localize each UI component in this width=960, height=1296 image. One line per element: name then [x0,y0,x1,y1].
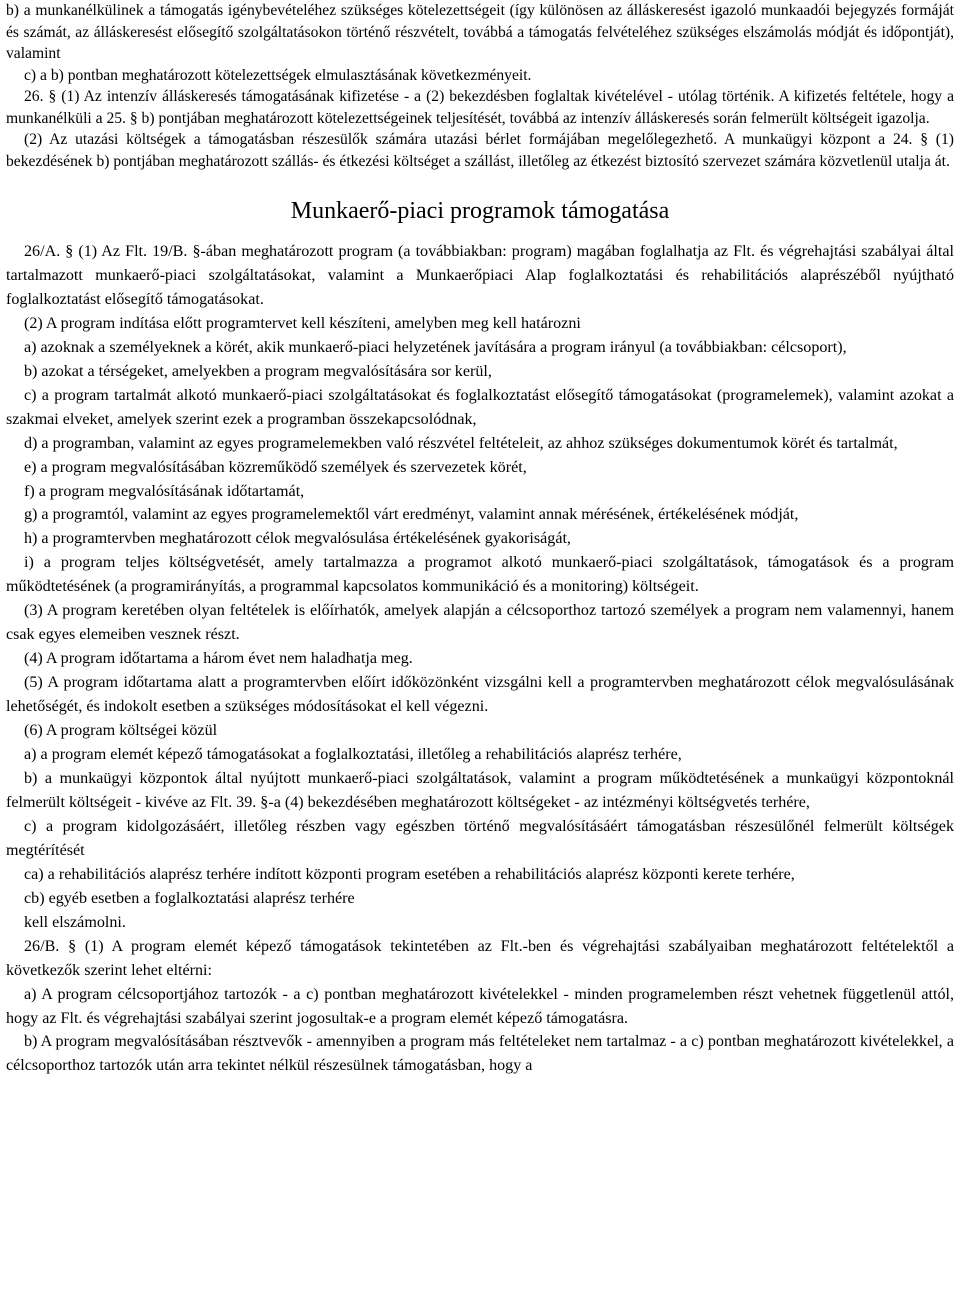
paragraph: (3) A program keretében olyan feltételek is előírhatók, amelyek alapján a célcsoporthoz tartozó személyek a program nem valamennyi, hanem csak egyes elemeiben vesznek részt. [6,602,954,644]
paragraph: (4) A program időtartama a három évet nem haladhatja meg. [24,650,413,668]
paragraph: (5) A program időtartama alatt a programtervben előírt időközönként vizsgálni kell a programtervben meghatározott célok megvalósulásának lehetőségét, és indokolt esetben a szükséges módosításokat el kell végezni. [6,674,954,716]
paragraph: 26/B. § (1) A program elemét képező támogatások tekintetében az Flt.-ben és végrehajtási szabályaiban meghatározott feltételektől a következők szerint lehet eltérni: [6,937,954,979]
paragraph: i) a program teljes költségvetését, amely tartalmazza a programot alkotó munkaerő-piaci szolgáltatások, támogatások és a program működtetésének (a programirányítás, a programmal kapcsolatos kommunikáció és a monitoring) költségeit. [6,554,954,596]
paragraph: g) a programtól, valamint az egyes programelemektől várt eredményt, valamint annak mérésének, értékelésének módját, [24,506,799,524]
paragraph: b) A program megvalósításában résztvevők - amennyiben a program más feltételeket nem tartalmaz - a c) pontban meghatározott kivételekkel, a célcsoporthoz tartozók után arra tekintet nélkül részesülnek támogatásban, hogy a [6,1033,954,1075]
paragraph: kell elszámolni. [24,913,126,931]
paragraph: (6) A program költségei közül [24,722,218,740]
paragraph: a) a program elemét képező támogatásokat a foglalkoztatási, illetőleg a rehabilitációs alaprész terhére, [24,746,682,764]
paragraph: (2) Az utazási költségek a támogatásban részesülők számára utazási bérlet formájában megelőlegezhető. A munkaügyi központ a 24. § (1) bekezdésének b) pontjában meghatározott szállás- és étkezési költséget a szállást, illetőleg az étkezést biztosító szervezet számára közvetlenül utalja át. [6,131,954,170]
section-26a-26b-block [6,240,954,1078]
paragraph: b) a munkanélkülinek a támogatás igénybevételéhez szükséges kötelezettségeit (így különösen az álláskeresést igazoló munkaadói bejegyzés formáját és számát, az álláskeresést elősegítő szolgáltatásokon történő részvételt, továbbá a támogatás felvételéhez szükséges elszámolás módját és időpontját), valamint [6,2,954,62]
paragraph: 26/A. § (1) Az Flt. 19/B. §-ában meghatározott program (a továbbiakban: program) magában foglalhatja az Flt. és végrehajtási szabályai által tartalmazott munkaerő-piaci szolgáltatásokat, valamint a Munkaerőpiaci Alap foglalkoztatási és rehabilitációs alaprészéből nyújtható foglalkoztatást elősegítő támogatásokat. [6,243,954,308]
paragraph: ca) a rehabilitációs alaprész terhére indított központi program esetében a rehabilitációs alaprész központi kerete terhére, [24,865,795,883]
paragraph: cb) egyéb esetben a foglalkoztatási alaprész terhére [24,889,355,907]
paragraph: e) a program megvalósításában közreműködő személyek és szervezetek körét, [24,458,527,476]
paragraph: b) a munkaügyi központok által nyújtott munkaerő-piaci szolgáltatások, valamint a program működtetésének a munkaügyi központoknál felmerült költségeit - kivéve az Flt. 39. §-a (4) bekezdésében meghatározott költségeket - az intézményi költségvetés terhére, [6,769,954,811]
paragraph: (2) A program indítása előtt programtervet kell készíteni, amelyben meg kell határozni [24,314,581,332]
paragraph: 26. § (1) Az intenzív álláskeresés támogatásának kifizetése - a (2) bekezdésben foglaltak kivételével - utólag történik. A kifizetés feltétele, hogy a munkanélküli a 25. § b) pontjában meghatározott kötelezettségeinek teljesítését, továbbá az intenzív álláskeresés során felmerült költségeit igazolja. [6,88,954,127]
section-26-block [6,0,954,172]
paragraph: b) azokat a térségeket, amelyekben a program megvalósítására sor kerül, [24,362,492,380]
paragraph: c) a program kidolgozásáért, illetőleg részben vagy egészben történő megvalósításáért támogatásban részesülőnél felmerült költségek megtérítését [6,817,954,859]
paragraph: a) azoknak a személyeknek a körét, akik munkaerő-piaci helyzetének javítására a program irányul (a továbbiakban: célcsoport), [24,338,847,356]
paragraph: d) a programban, valamint az egyes programelemekben való részvétel feltételeit, az ahhoz szükséges dokumentumok körét és tartalmát, [24,434,898,452]
paragraph: a) A program célcsoportjához tartozók - a c) pontban meghatározott kivételekkel - minden programelemben részt vehetnek függetlenül attól, hogy az Flt. és végrehajtási szabályai szerint jogosultak-e a program elemét képező támogatásra. [6,985,954,1027]
section-heading: Munkaerő-piaci programok támogatása [290,198,670,224]
paragraph: h) a programtervben meghatározott célok megvalósulása értékelésének gyakoriságát, [24,530,571,548]
paragraph: c) a b) pontban meghatározott kötelezettségek elmulasztásának következményeit. [24,66,532,84]
paragraph: c) a program tartalmát alkotó munkaerő-piaci szolgáltatásokat és foglalkoztatást elősegítő támogatásokat (programelemek), valamint azokat a szakmai elveket, amelyek szerint ezek a programban összekapcsolódnak, [6,386,954,428]
paragraph: f) a program megvalósításának időtartamát, [24,482,305,500]
